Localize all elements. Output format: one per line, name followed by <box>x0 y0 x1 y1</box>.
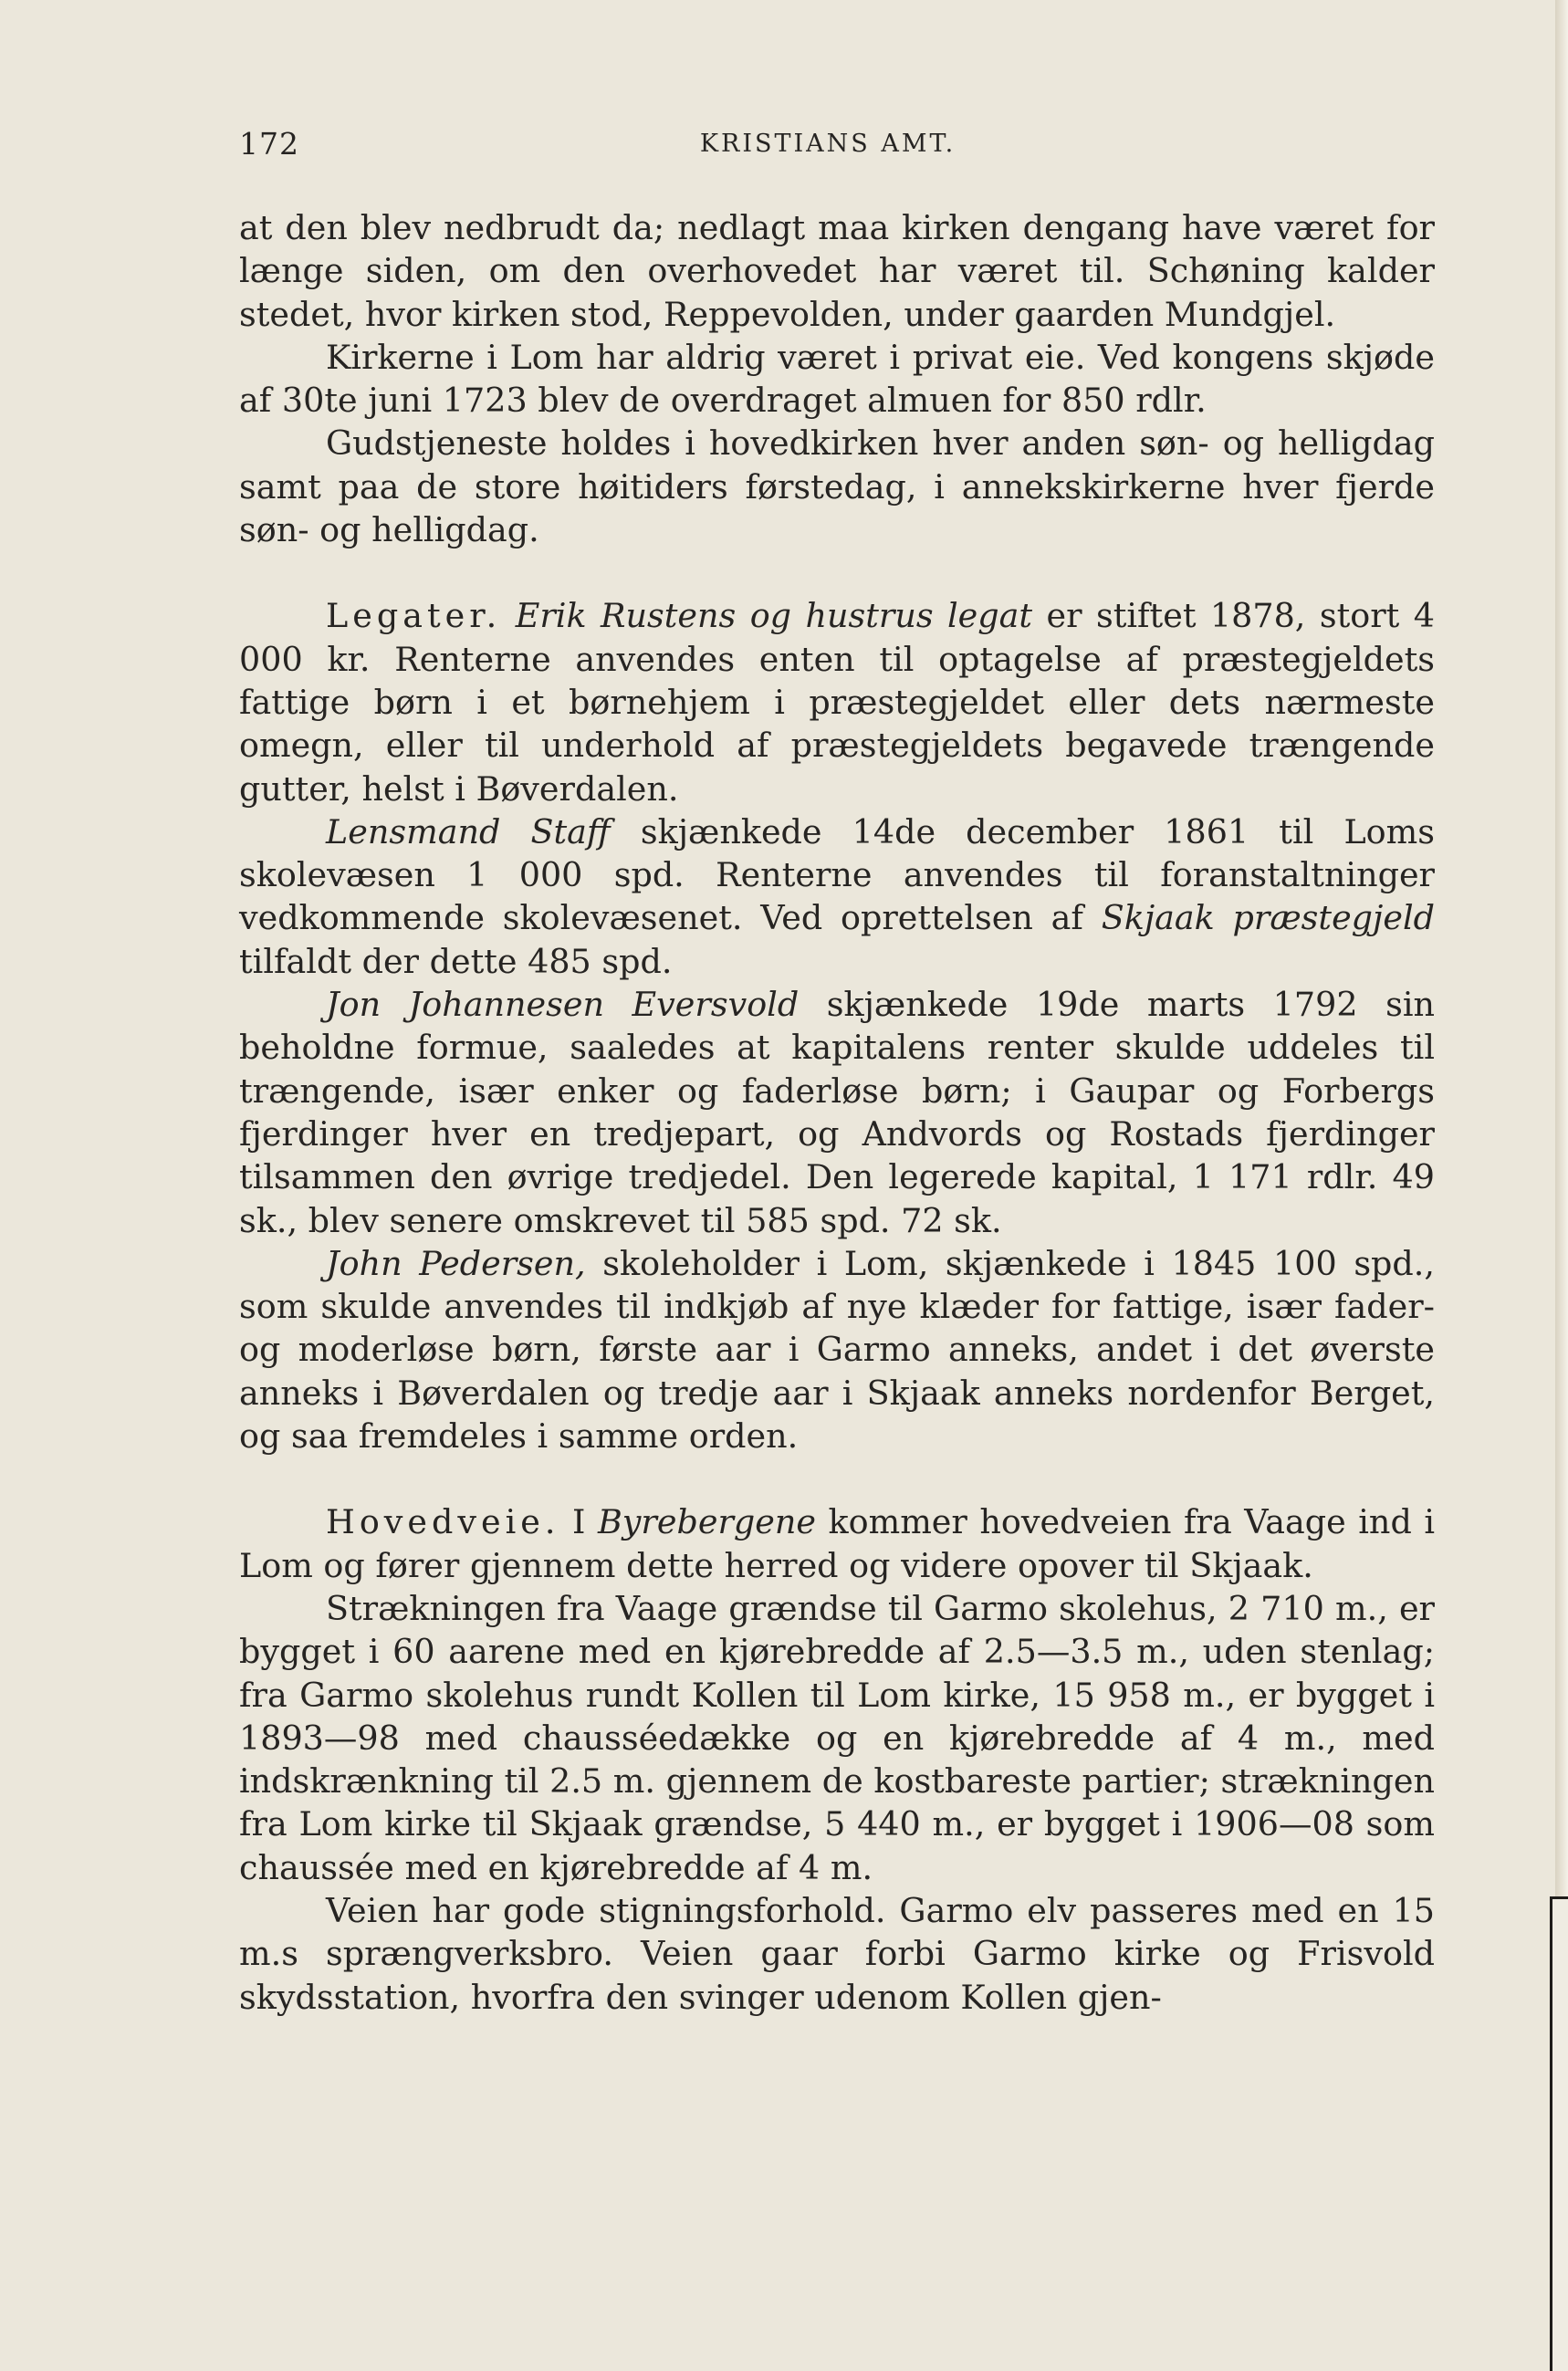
section-heading-hovedveie: Hovedveie. <box>326 1502 560 1542</box>
legater-paragraph <box>239 1242 1435 1457</box>
page-header <box>239 126 1435 172</box>
body-text <box>239 206 1435 2019</box>
legat-text: tilfaldt der dette 485 spd. <box>239 941 673 981</box>
legat-name: Erik Rustens og hustrus legat <box>515 596 1033 636</box>
legat-text: er stiftet 1878, stort 4 000 kr. Renterne anvendes enten til optagelse af præstegjeldets fattige børn i et børnehjem i præstegjeldet eller dets nærmeste omegn, eller til underhold af præstegjeldets begavede trængende gutter, helst i Bøverdalen. <box>239 596 1435 809</box>
legat-text: skjænkede 14de december 1861 til Loms skolevæsen 1 000 spd. Renterne anvendes til foranstaltninger vedkommende skolevæsenet. Ved oprettelsen af <box>239 811 1435 938</box>
hovedveie-paragraph <box>239 1500 1435 1587</box>
place-name: Skjaak præstegjeld <box>1101 898 1436 938</box>
section-heading-legater: Legater. <box>326 596 502 636</box>
legater-paragraph <box>239 594 1435 809</box>
paragraph: Kirkerne i Lom har aldrig været i privat eie. Ved kongens skjøde af 30te juni 1723 blev de overdraget almuen for 850 rdlr. <box>239 337 1435 421</box>
page-number: 172 <box>239 126 299 162</box>
paragraph: Gudstjeneste holdes i hovedkirken hver anden søn- og helligdag samt paa de store høitiders førstedag, i annekskirkerne hver fjerde søn- og helligdag. <box>239 423 1435 550</box>
legat-text: skjænkede 19de marts 1792 sin beholdne formue, saaledes at kapitalens renter skulde uddeles til trængende, især enker og faderløse børn; i Gaupar og Forbergs fjerdinger hver en tredjepart, og Andvords og Rostads fjerdinger tilsammen den øvrige tredjedel. Den legerede kapital, 1 171 rdlr. 49 sk., blev senere omskrevet til 585 spd. 72 sk. <box>239 985 1435 1240</box>
paragraph: at den blev nedbrudt da; nedlagt maa kirken dengang have været for længe siden, om den overhovedet har været til. Schøning kalder stedet, hvor kirken stod, Reppevolden, under gaarden Mundgjel. <box>239 208 1435 334</box>
page-corner-mark <box>1550 1896 1568 2371</box>
road-text: I <box>559 1502 598 1542</box>
legat-name: John Pedersen, <box>326 1243 586 1283</box>
legat-name: Jon Johannesen Eversvold <box>326 985 800 1025</box>
legat-text: skoleholder i Lom, skjænkede i 1845 100 spd., som skulde anvendes til indkjøb af nye klæder for fattige, især fader- og moderløse børn, første aar i Garmo anneks, andet i det øverste anneks i Bøverdalen og tredje aar i Skjaak anneks nordenfor Berget, og saa fremdeles i samme orden. <box>239 1243 1435 1457</box>
running-title: KRISTIANS AMT. <box>699 130 956 158</box>
hovedveie-paragraph: Strækningen fra Vaage grændse til Garmo skolehus, 2 710 m., er bygget i 60 aarene med en kjørebredde af 2.5—3.5 m., uden stenlag; fra Garmo skolehus rundt Kollen til Lom kirke, 15 958 m., er bygget i 1893—98 med chausséedække og en kjørebredde af 4 m., med indskrænkning til 2.5 m. gjennem de kostbareste partier; strækningen fra Lom kirke til Skjaak grændse, 5 440 m., er bygget i 1906—08 som chaussée med en kjørebredde af 4 m. <box>239 1588 1435 1887</box>
legat-name: Lensmand Staff <box>326 811 611 851</box>
road-text: kommer hovedveien fra Vaage ind i Lom og fører gjennem dette herred og videre opover til Skjaak. <box>239 1502 1436 1585</box>
legater-paragraph <box>239 810 1435 983</box>
hovedveie-paragraph: Veien har gode stigningsforhold. Garmo elv passeres med en 15 m.s sprængverksbro. Veien gaar forbi Garmo kirke og Frisvold skydsstation, hvorfra den svinger udenom Kollen gjen- <box>239 1890 1435 2017</box>
place-name: Byrebergene <box>597 1502 816 1542</box>
legater-paragraph <box>239 983 1435 1242</box>
